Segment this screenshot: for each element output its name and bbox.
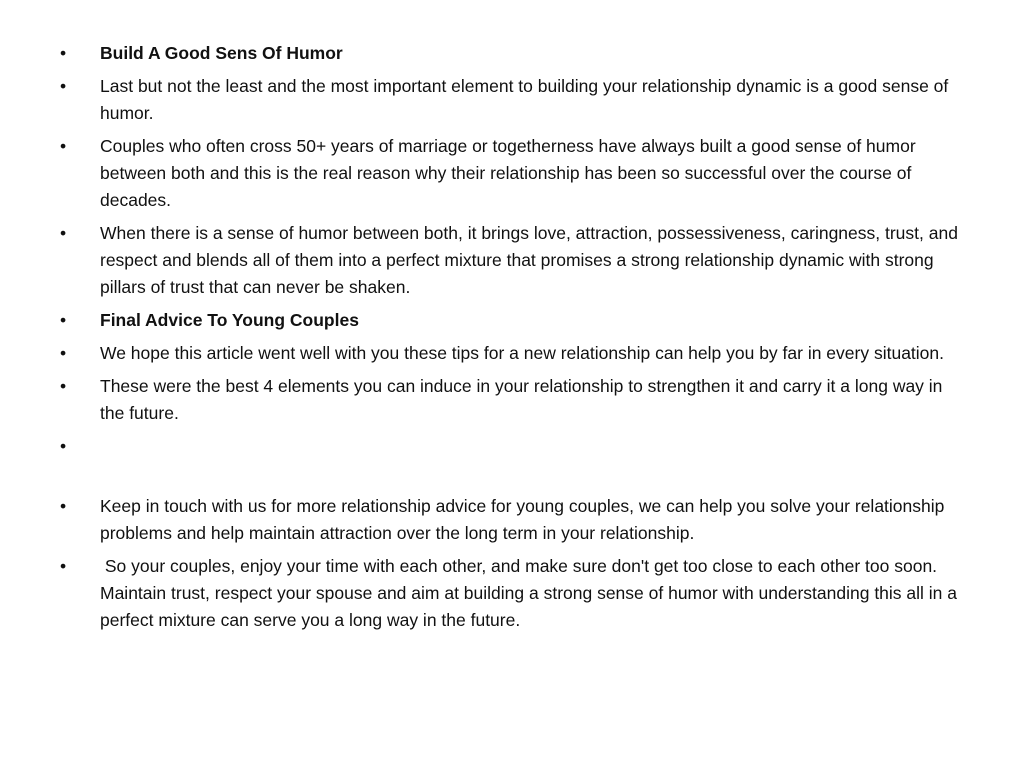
bullet-icon: • (60, 76, 67, 96)
list-item (60, 553, 965, 634)
bullet-icon: • (60, 43, 67, 63)
list-item (60, 373, 965, 427)
list-item-text: These were the best 4 elements you can induce in your relationship to strengthen it and carry it a long way in the future. (100, 376, 948, 423)
bullet-icon: • (60, 556, 67, 576)
list-item-text: Couples who often cross 50+ years of marriage or togetherness have always built a good sense of humor between both and this is the real reason why their relationship has been so successful over the course of decades. (100, 136, 921, 210)
bullet-icon: • (60, 136, 67, 156)
bullet-icon: • (60, 376, 67, 396)
list-item (60, 220, 965, 301)
bullet-icon: • (60, 496, 67, 516)
bullet-icon: • (60, 436, 67, 456)
list-item-text: Final Advice To Young Couples (100, 310, 359, 330)
list-item-text: Last but not the least and the most important element to building your relationship dynamic is a good sense of humor. (100, 76, 954, 123)
bullet-list (60, 40, 965, 640)
list-item (60, 340, 965, 367)
list-item-text (100, 433, 965, 460)
list-item (60, 73, 965, 127)
list-item-text: Keep in touch with us for more relationship advice for young couples, we can help you solve your relationship problems and help maintain attraction over the long term in your relationship. (100, 496, 950, 543)
list-item-text: When there is a sense of humor between both, it brings love, attraction, possessiveness, caringness, trust, and respect and blends all of them into a perfect mixture that promises a strong relationship dynamic with strong pillars of trust that can never be shaken. (100, 223, 963, 297)
list-item-heading-advice (60, 307, 965, 334)
list-item (60, 133, 965, 214)
list-item-text: We hope this article went well with you these tips for a new relationship can help you by far in every situation. (100, 343, 945, 363)
list-item-text: Build A Good Sens Of Humor (100, 43, 343, 63)
list-item-heading-humor (60, 40, 965, 67)
list-item (60, 493, 965, 547)
list-item-empty (60, 433, 965, 460)
bullet-icon: • (60, 343, 67, 363)
list-item-text: So your couples, enjoy your time with each other, and make sure don't get too close to each other too soon. Maintain trust, respect your spouse and aim at building a strong sense of humor with understanding this all in a perfect mixture can serve you a long way in the future. (100, 556, 962, 630)
bullet-icon: • (60, 310, 67, 330)
bullet-icon: • (60, 223, 67, 243)
